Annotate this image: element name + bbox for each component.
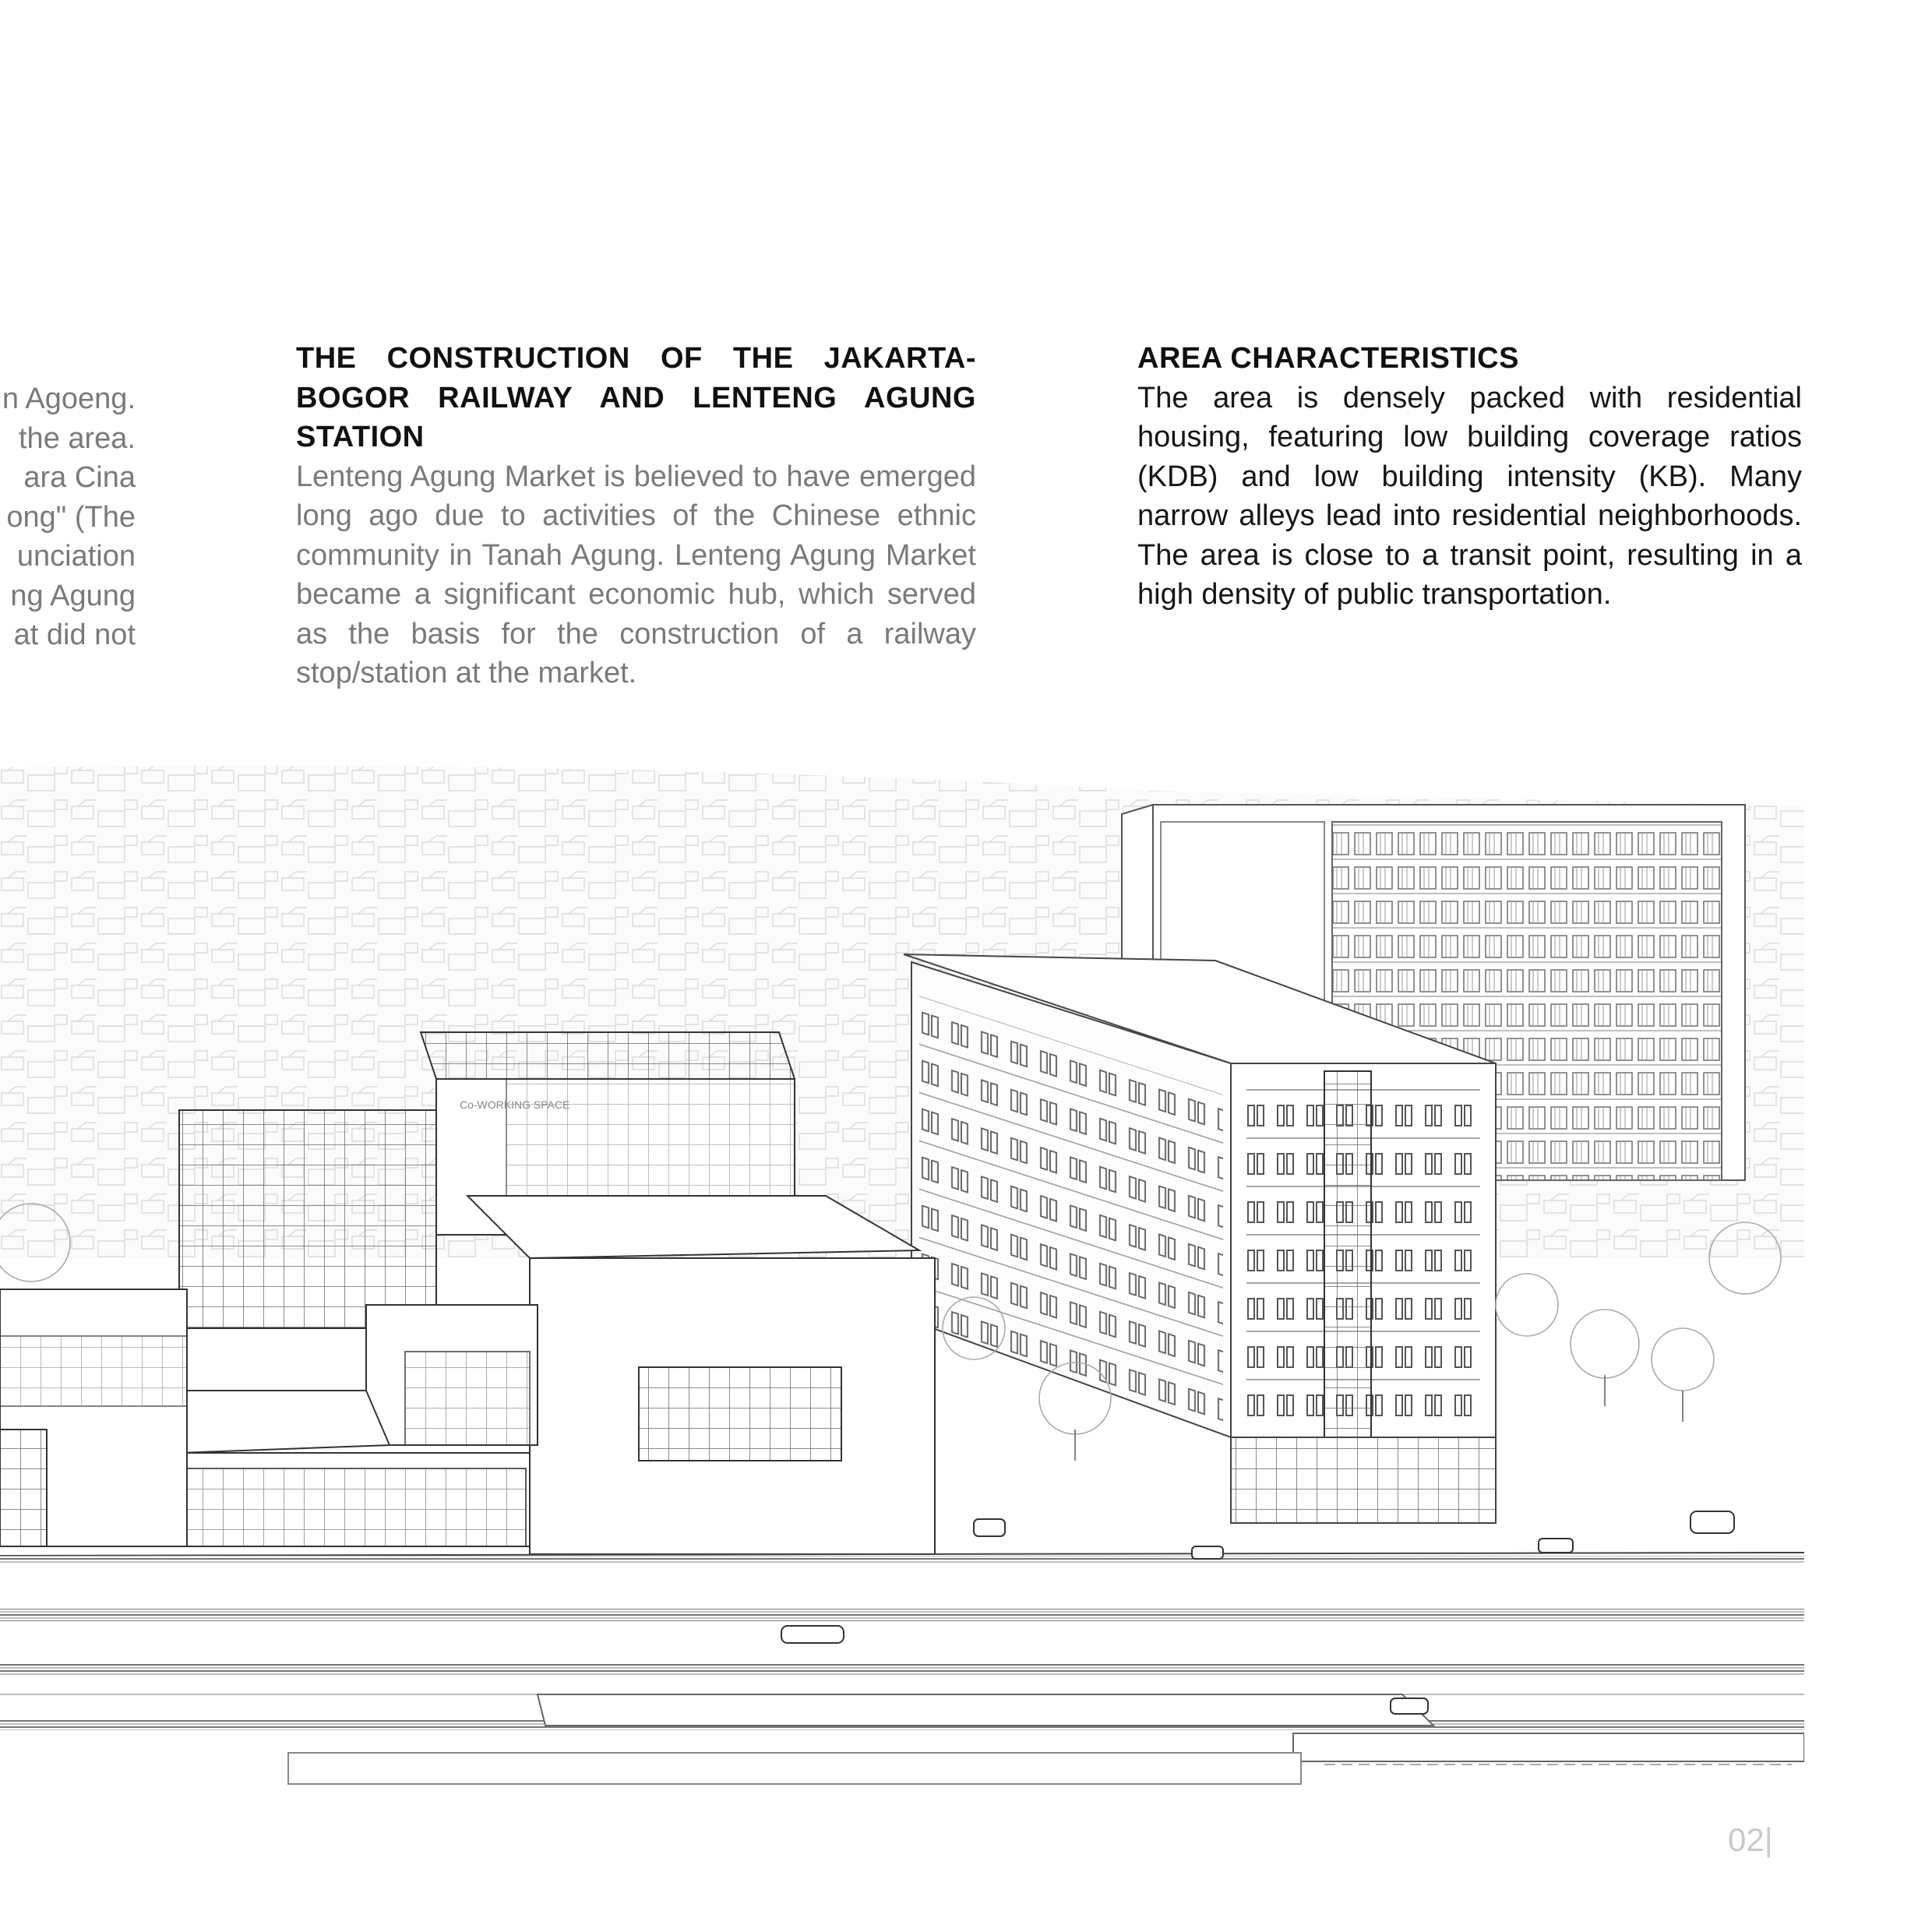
coworking-sign: Co-WORKING SPACE <box>460 1098 570 1111</box>
page-number: 02| <box>1728 1821 1773 1858</box>
railway-section-heading: THE CONSTRUCTION OF THE JAKARTA-BOGOR RAILWAY AND LENTENG AGUNG STATION <box>296 342 976 453</box>
left-text-line: n Agoeng. <box>2 383 136 415</box>
left-text-line: unciation <box>16 540 136 573</box>
left-text-line: ara Cina <box>23 461 136 494</box>
left-text-line: ng Agung <box>10 579 136 612</box>
area-section-body: The area is densely packed with residential housing, featuring low building coverage ratios (KDB) and low building intensity (KB). Many narrow alleys lead into residential neighborhoods. The area is close to a transit point, resulting in a high density of public transportation. <box>1137 381 1802 611</box>
left-text-line: the area. <box>19 421 136 455</box>
railway-and-road <box>0 1553 1804 1784</box>
area-section-heading: AREA CHARACTERISTICS <box>1137 342 1519 375</box>
architectural-perspective-drawing <box>0 760 1804 1803</box>
mid-rise-slab-building <box>904 954 1496 1523</box>
left-text-line: ong" (The <box>6 500 136 534</box>
left-text-line: at did not <box>13 619 136 651</box>
area-characteristics-section <box>1137 339 1802 615</box>
railway-history-section <box>296 339 976 693</box>
railway-section-body: Lenteng Agung Market is believed to have emerged long ago due to activities of the Chinese ethnic community in Tanah Agung. Lenteng Agung Market became a significant economic hub, which served as the basis for the construction of a railway stop/station at the market. <box>296 460 976 689</box>
left-text-column <box>0 379 136 655</box>
